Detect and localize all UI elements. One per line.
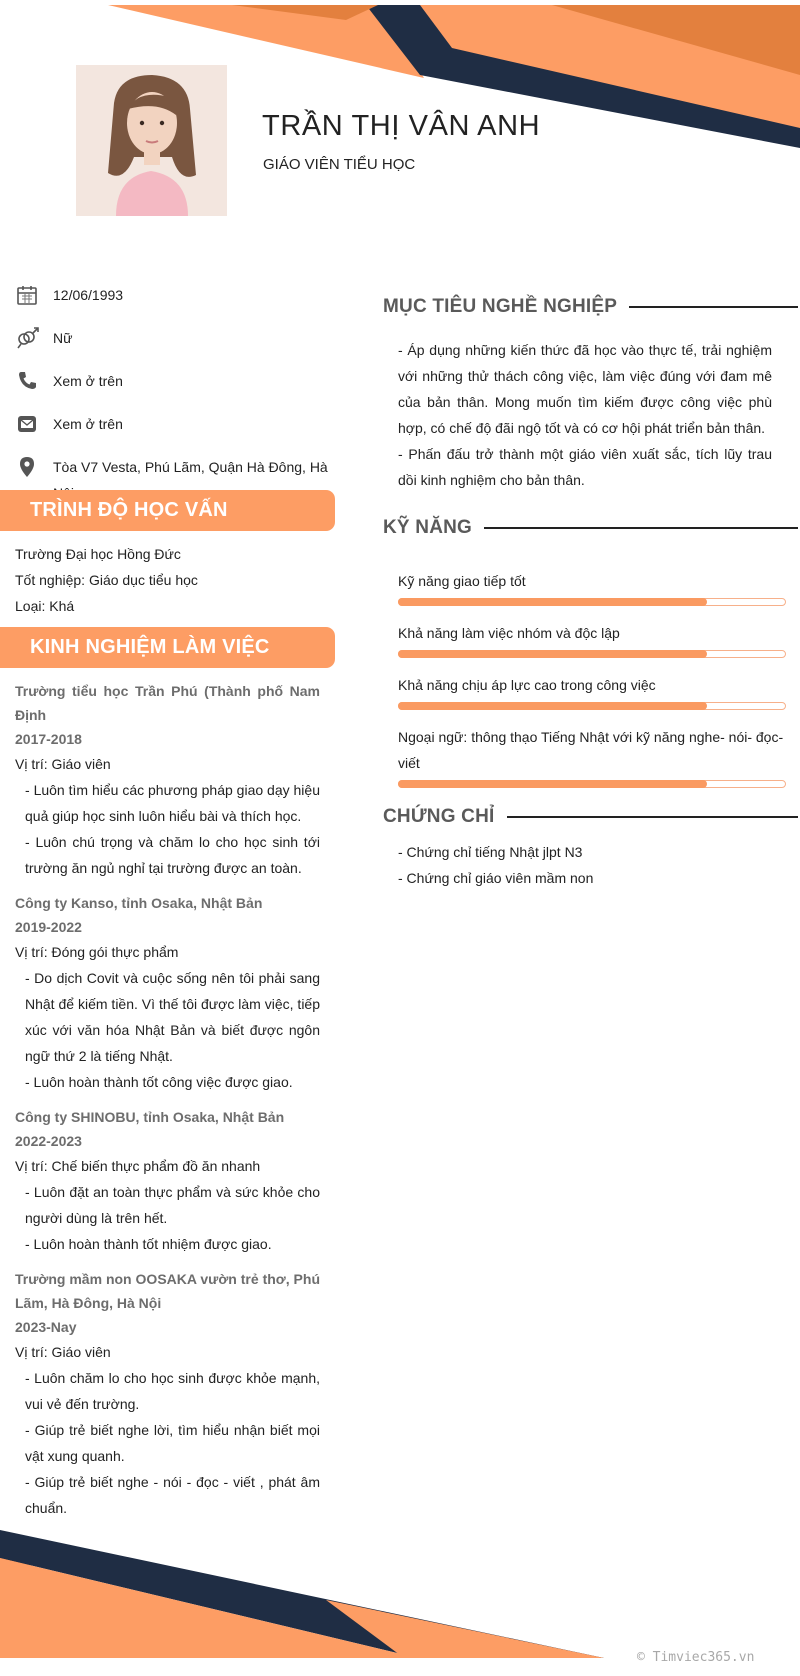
education-section: [15, 541, 320, 619]
job-entry: [15, 891, 320, 1095]
contact-gender: [16, 325, 336, 351]
job-bullet: - Luôn chăm lo cho học sinh được khỏe mạnh, vui vẻ đến trường.: [25, 1370, 320, 1412]
skills-title: KỸ NĂNG: [383, 517, 473, 538]
job-company: Trường mầm non OOSAKA vườn trẻ thơ, Phú Lãm, Hà Đông, Hà Nội: [15, 1271, 320, 1311]
job-position: Vị trí: Chế biến thực phẩm đồ ăn nhanh: [15, 1158, 261, 1174]
skill-item: [398, 672, 786, 710]
education-header: TRÌNH ĐỘ HỌC VẤN: [0, 490, 335, 531]
job-description: [15, 777, 320, 881]
skill-bar-fill: [398, 598, 707, 606]
job-bullet: - Luôn tìm hiểu các phương pháp giao dạy hiệu quả giúp học sinh luôn hiểu bài và thích học.: [25, 782, 320, 824]
objective-section: [398, 337, 772, 493]
job-period: 2022-2023: [15, 1133, 82, 1149]
candidate-name: TRẦN THỊ VÂN ANH: [262, 110, 541, 142]
skill-bar: [398, 702, 786, 710]
candidate-title: GIÁO VIÊN TIỂU HỌC: [263, 156, 416, 173]
job-period: 2019-2022: [15, 919, 82, 935]
contact-birthday-text: 12/06/1993: [53, 287, 124, 303]
certificates-divider: [507, 816, 798, 818]
job-position: Vị trí: Giáo viên: [15, 756, 111, 772]
phone-icon: [16, 370, 38, 392]
job-description: [15, 1365, 320, 1521]
email-icon: [16, 413, 38, 435]
contact-gender-text: Nữ: [53, 330, 73, 346]
calendar-icon: [16, 284, 38, 306]
watermark: © Timviec365.vn: [637, 1650, 755, 1665]
job-bullet: - Giúp trẻ biết nghe - nói - đọc - viết , phát âm chuẩn.: [25, 1474, 320, 1516]
job-entry: [15, 1105, 320, 1257]
profile-photo: [76, 65, 227, 216]
skill-bar-fill: [398, 780, 707, 788]
contact-phone-text: Xem ở trên: [53, 373, 123, 389]
certificates-header: [383, 806, 798, 828]
contact-address-text: Tòa V7 Vesta, Phú Lãm, Quận Hà Đông, Hà: [53, 459, 328, 475]
objective-title: MỤC TIÊU NGHỀ NGHIỆP: [383, 296, 618, 317]
job-bullet: - Giúp trẻ biết nghe lời, tìm hiểu nhận biết mọi vật xung quanh.: [25, 1422, 320, 1464]
skill-bar-fill: [398, 650, 707, 658]
skill-bar: [398, 780, 786, 788]
job-period: 2023-Nay: [15, 1319, 77, 1335]
job-bullet: - Do dịch Covit và cuộc sống nên tôi phải sang Nhật để kiếm tiền. Vì thế tôi được làm việc, tiếp xúc với văn hóa Nhật Bản và biết được ngôn ngữ thứ 2 là tiếng Nhật.: [25, 970, 320, 1064]
objective-paragraph: - Phấn đấu trở thành một giáo viên xuất sắc, tích lũy trau dồi kinh nghiệm cho bản thân.: [398, 446, 772, 488]
skill-bar: [398, 598, 786, 606]
contact-email: [16, 411, 336, 437]
skill-item: [398, 724, 786, 788]
experience-header: KINH NGHIỆM LÀM VIỆC: [0, 627, 335, 668]
certificates-section: [398, 839, 778, 891]
skill-item: [398, 620, 786, 658]
skill-label: Kỹ năng giao tiếp tốt: [398, 573, 526, 589]
contact-phone: [16, 368, 336, 394]
job-company: Trường tiểu học Trần Phú (Thành phố Nam Định: [15, 683, 320, 723]
skill-bar-fill: [398, 702, 707, 710]
job-description: [15, 965, 320, 1095]
job-bullet: - Luôn chú trọng và chăm lo cho học sinh tới trường ăn ngủ nghỉ tại trường được an toàn.: [25, 834, 320, 876]
skill-label: Khả năng làm việc nhóm và độc lập: [398, 625, 620, 641]
job-bullet: - Luôn hoàn thành tốt nhiệm được giao.: [25, 1236, 272, 1252]
job-entry: [15, 1267, 320, 1521]
skills-section: [398, 568, 786, 802]
job-bullet: - Luôn đặt an toàn thực phẩm và sức khỏe cho người dùng là trên hết.: [25, 1184, 320, 1226]
location-icon: [16, 456, 38, 478]
job-position: Vị trí: Đóng gói thực phẩm: [15, 944, 179, 960]
certificate-item: - Chứng chỉ giáo viên mầm non: [398, 870, 594, 886]
job-company: Công ty Kanso, tỉnh Osaka, Nhật Bản: [15, 895, 263, 911]
contact-list: [16, 282, 336, 523]
contact-birthday: [16, 282, 336, 308]
skill-label: Khả năng chịu áp lực cao trong công việc: [398, 677, 656, 693]
objective-divider: [629, 306, 798, 308]
skills-header: [383, 517, 798, 539]
certificates-title: CHỨNG CHỈ: [383, 806, 495, 827]
job-bullet: - Luôn hoàn thành tốt công việc được giao.: [25, 1074, 293, 1090]
job-entry: [15, 679, 320, 881]
skills-divider: [484, 527, 798, 529]
job-period: 2017-2018: [15, 731, 82, 747]
job-position: Vị trí: Giáo viên: [15, 1344, 111, 1360]
job-company: Công ty SHINOBU, tỉnh Osaka, Nhật Bản: [15, 1109, 285, 1125]
skill-label: Ngoại ngữ: thông thạo Tiếng Nhật với kỹ năng nghe- nói- đọc- viết: [398, 729, 784, 771]
education-grade: Loại: Khá: [15, 598, 75, 614]
certificate-item: - Chứng chỉ tiếng Nhật jlpt N3: [398, 844, 583, 860]
education-major: Tốt nghiệp: Giáo dục tiểu học: [15, 572, 198, 588]
education-school: Trường Đại học Hồng Đức: [15, 546, 181, 562]
skill-bar: [398, 650, 786, 658]
contact-email-text: Xem ở trên: [53, 416, 123, 432]
objective-paragraph: - Áp dụng những kiến thức đã học vào thực tế, trải nghiệm với những thử thách công việc, làm việc đúng với đam mê của bản thân. Mong muốn tìm kiếm được công việc phù hợp, có chế độ đãi ngộ tốt và có cơ hội phát triển bản thân.: [398, 342, 772, 436]
job-description: [15, 1179, 320, 1257]
gender-icon: [16, 327, 38, 349]
experience-section: [15, 679, 320, 1531]
objective-header: [383, 296, 798, 318]
skill-item: [398, 568, 786, 606]
